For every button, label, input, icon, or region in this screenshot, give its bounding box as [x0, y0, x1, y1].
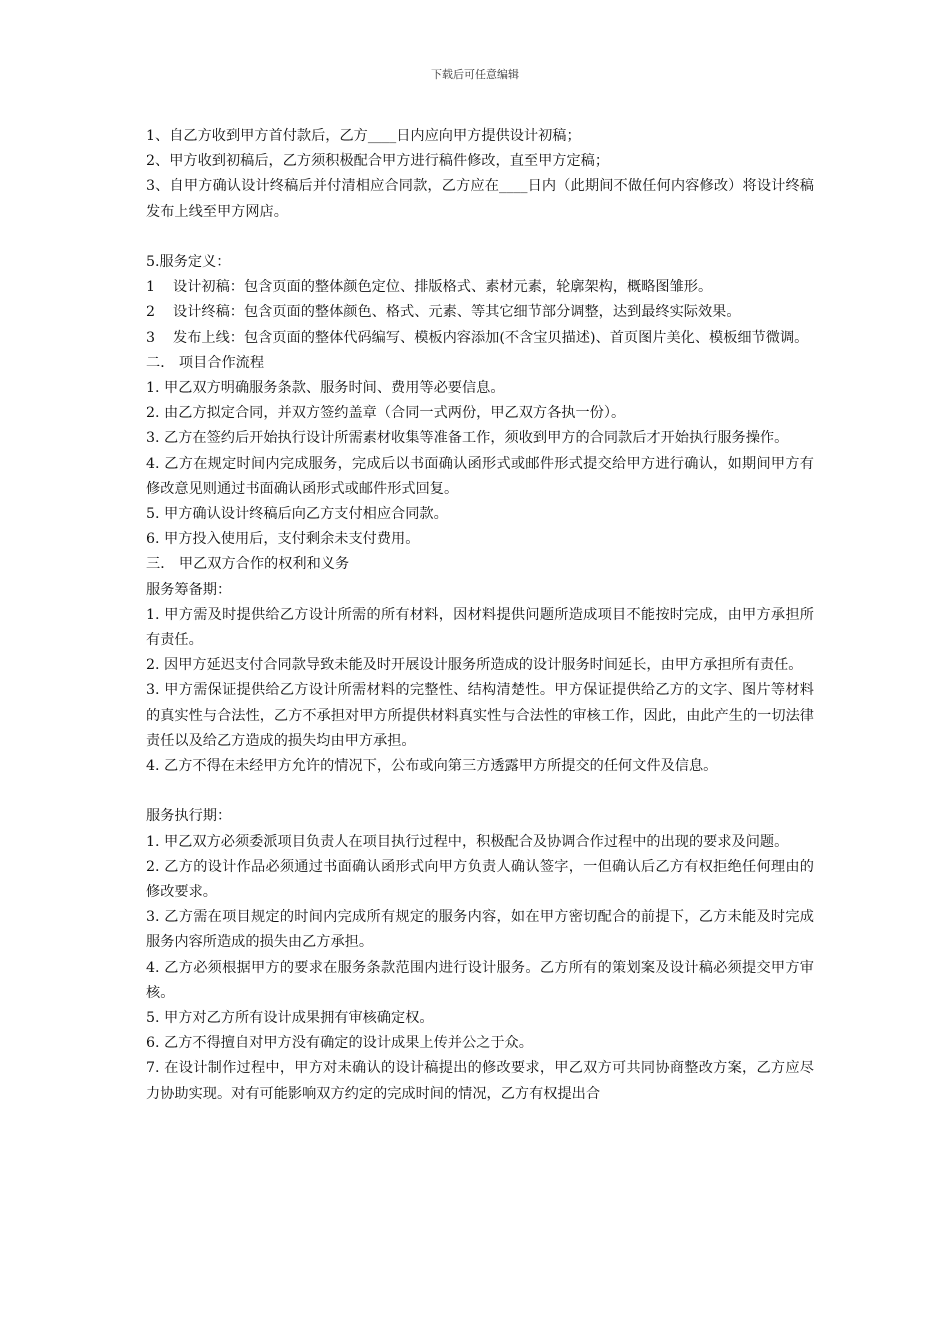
execution-item: 3. 乙方需在项目规定的时间内完成所有规定的服务内容，如在甲方密切配合的前提下，乙方未能及时完成服务内容所造成的损失由乙方承担。 — [146, 909, 814, 951]
timeline-item: 3、自甲方确认设计终稿后并付清相应合同款，乙方应在____日内（此期间不做任何内容修改）将设计终稿发布上线至甲方网店。 — [146, 178, 814, 220]
process-item: 4. 乙方在规定时间内完成服务，完成后以书面确认函形式或邮件形式提交给甲方进行确认，如期间甲方有修改意见则通过书面确认函形式或邮件形式回复。 — [146, 455, 814, 497]
preparation-item: 1. 甲方需及时提供给乙方设计所需的所有材料，因材料提供问题所造成项目不能按时完成，由甲方承担所有责任。 — [146, 606, 814, 649]
timeline-item: 2、甲方收到初稿后，乙方须积极配合甲方进行稿件修改，直至甲方定稿； — [146, 153, 610, 170]
preparation-item: 2. 因甲方延迟支付合同款导致未能及时开展设计服务所造成的设计服务时间延长，由甲方承担所有责任。 — [146, 657, 803, 674]
process-item: 6. 甲方投入使用后，支付剩余未支付费用。 — [146, 531, 420, 548]
blank-line — [146, 225, 814, 250]
execution-item: 2. 乙方的设计作品必须通过书面确认函形式向甲方负责人确认签字，一但确认后乙方有权拒绝任何理由的修改要求。 — [146, 858, 814, 901]
execution-item: 5. 甲方对乙方所有设计成果拥有审核确定权。 — [146, 1010, 434, 1027]
timeline-item: 1、自乙方收到甲方首付款后，乙方____日内应向甲方提供设计初稿； — [146, 128, 581, 144]
document-body — [146, 124, 814, 1107]
service-definition-heading: 5.服务定义： — [146, 254, 231, 270]
process-item: 5. 甲方确认设计终稿后向乙方支付相应合同款。 — [146, 506, 448, 523]
execution-item: 6. 乙方不得擅自对甲方没有确定的设计成果上传并公之于众。 — [146, 1035, 533, 1052]
process-item: 2. 由乙方拟定合同，并双方签约盖章（合同一式两份，甲乙双方各执一份）。 — [146, 405, 626, 422]
execution-item: 4. 乙方必须根据甲方的要求在服务条款范围内进行设计服务。乙方所有的策划案及设计稿必须提交甲方审核。 — [146, 959, 814, 1001]
item-number: 3 — [146, 329, 156, 346]
execution-item: 1. 甲乙双方必须委派项目负责人在项目执行过程中，积极配合及协调合作过程中的出现的要求及问题。 — [146, 833, 789, 850]
item-text: 发布上线：包含页面的整体代码编写、模板内容添加(不含宝贝描述)、首页图片美化、模板细节微调。 — [173, 329, 809, 346]
execution-item: 7. 在设计制作过程中，甲方对未确认的设计稿提出的修改要求，甲乙双方可共同协商整改方案，乙方应尽力协助实现。对有可能影响双方约定的完成时间的情况，乙方有权提出合 — [146, 1060, 814, 1102]
process-item: 3. 乙方在签约后开始执行设计所需素材收集等准备工作，须收到甲方的合同款后才开始执行服务操作。 — [146, 430, 789, 447]
rights-heading: 三． 甲乙双方合作的权利和义务 — [146, 556, 350, 573]
service-definition-item — [146, 300, 814, 325]
blank-line — [146, 779, 814, 804]
preparation-item: 3. 甲方需保证提供给乙方设计所需材料的完整性、结构清楚性。甲方保证提供给乙方的文字、图片等材料的真实性与合法性，乙方不承担对甲方所提供材料真实性与合法性的审核工作，因此，由此产生的一切法律责任以及给乙方造成的损失均由甲方承担。 — [146, 682, 814, 749]
item-number: 2 — [146, 304, 156, 321]
item-text: 设计终稿：包含页面的整体颜色、格式、元素、等其它细节部分调整，达到最终实际效果。 — [173, 304, 741, 321]
process-heading: 二． 项目合作流程 — [146, 354, 265, 371]
preparation-heading: 服务筹备期： — [146, 581, 232, 598]
execution-heading: 服务执行期： — [146, 808, 232, 825]
preparation-item: 4. 乙方不得在未经甲方允许的情况下，公布或向第三方透露甲方所提交的任何文件及信息。 — [146, 758, 718, 775]
item-text: 设计初稿：包含页面的整体颜色定位、排版格式、素材元素，轮廓架构，概略图雏形。 — [173, 279, 713, 296]
item-number: 1 — [146, 279, 156, 296]
process-item: 1. 甲乙双方明确服务条款、服务时间、费用等必要信息。 — [146, 380, 505, 397]
page-header-note: 下载后可任意编辑 — [431, 68, 519, 81]
service-definition-item — [146, 326, 814, 351]
service-definition-item — [146, 275, 814, 300]
